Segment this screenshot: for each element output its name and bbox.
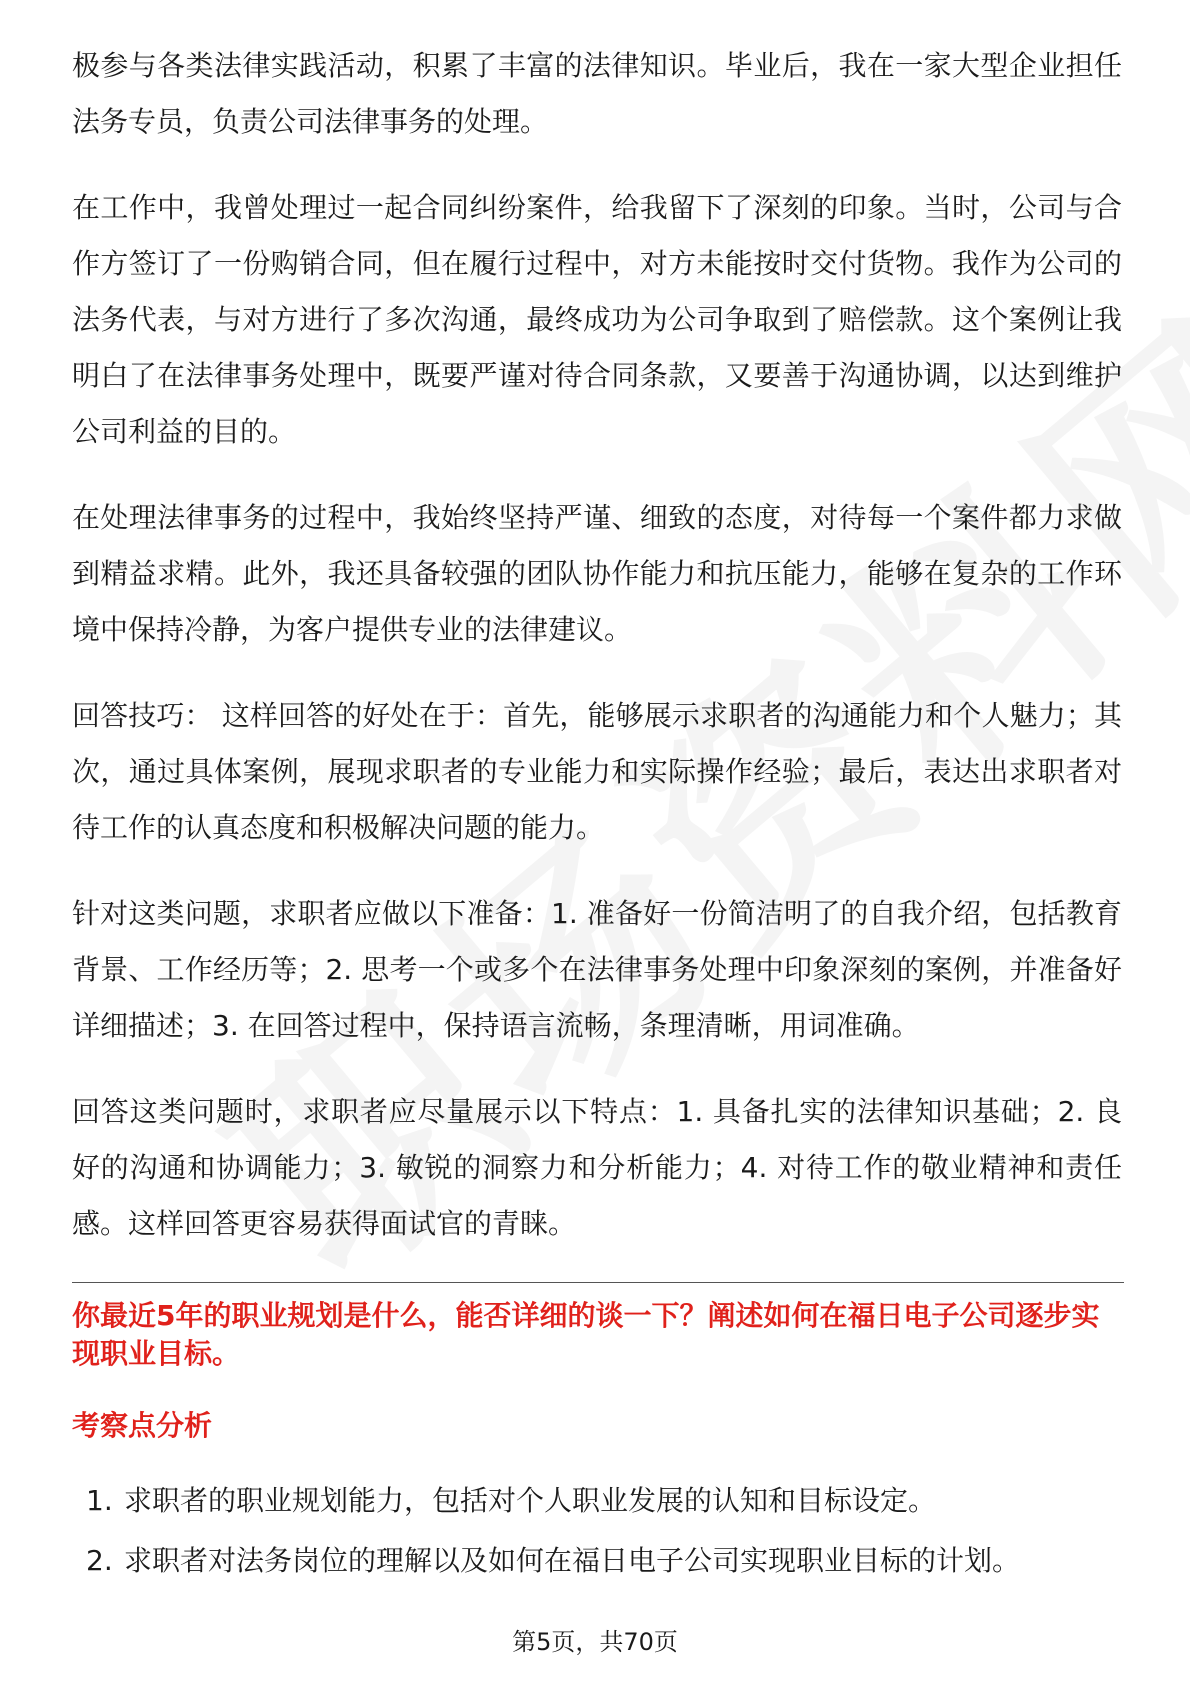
analysis-list (72, 1473, 1122, 1589)
list-item-number: 2. (86, 1544, 113, 1577)
paragraph-6: 回答这类问题时，求职者应尽量展示以下特点：1. 具备扎实的法律知识基础；2. 良好的沟通和协调能力；3. 敏锐的洞察力和分析能力；4. 对待工作的敬业精神和责任感。这样回答更容易获得面试官的青睐。 (72, 1095, 1122, 1240)
paragraph-5: 针对这类问题，求职者应做以下准备：1. 准备好一份简洁明了的自我介绍，包括教育背景、工作经历等；2. 思考一个或多个在法律事务处理中印象深刻的案例，并准备好详细描述；3. 在回答过程中，保持语言流畅，条理清晰，用词准确。 (72, 897, 1122, 1042)
page-number: 第5页，共70页 (512, 1628, 678, 1656)
section-title: 考察点分析 (72, 1409, 213, 1442)
paragraph-2: 在工作中，我曾处理过一起合同纠纷案件，给我留下了深刻的印象。当时，公司与合作方签订了一份购销合同，但在履行过程中，对方未能按时交付货物。我作为公司的法务代表，与对方进行了多次沟通，最终成功为公司争取到了赔偿款。这个案例让我明白了在法律事务处理中，既要严谨对待合同条款，又要善于沟通协调，以达到维护公司利益的目的。 (72, 191, 1122, 448)
list-item (86, 1533, 1122, 1589)
list-item-text: 求职者对法务岗位的理解以及如何在福日电子公司实现职业目标的计划。 (124, 1544, 1021, 1577)
page-content (72, 38, 1122, 1593)
paragraph-4: 回答技巧： 这样回答的好处在于：首先，能够展示求职者的沟通能力和个人魅力；其次，通过具体案例，展现求职者的专业能力和实际操作经验；最后，表达出求职者对待工作的认真态度和积极解决问题的能力。 (72, 699, 1122, 844)
paragraph-3: 在处理法律事务的过程中，我始终坚持严谨、细致的态度，对待每一个案件都力求做到精益求精。此外，我还具备较强的团队协作能力和抗压能力，能够在复杂的工作环境中保持冷静，为客户提供专业的法律建议。 (72, 501, 1122, 646)
section-divider (72, 1282, 1124, 1283)
question-heading: 你最近5年的职业规划是什么，能否详细的谈一下？阐述如何在福日电子公司逐步实现职业目标。 (72, 1299, 1100, 1370)
list-item (86, 1473, 1122, 1529)
paragraph-1: 极参与各类法律实践活动，积累了丰富的法律知识。毕业后，我在一家大型企业担任法务专员，负责公司法律事务的处理。 (72, 49, 1122, 138)
list-item-number: 1. (86, 1484, 113, 1517)
list-item-text: 求职者的职业规划能力，包括对个人职业发展的认知和目标设定。 (124, 1484, 937, 1517)
